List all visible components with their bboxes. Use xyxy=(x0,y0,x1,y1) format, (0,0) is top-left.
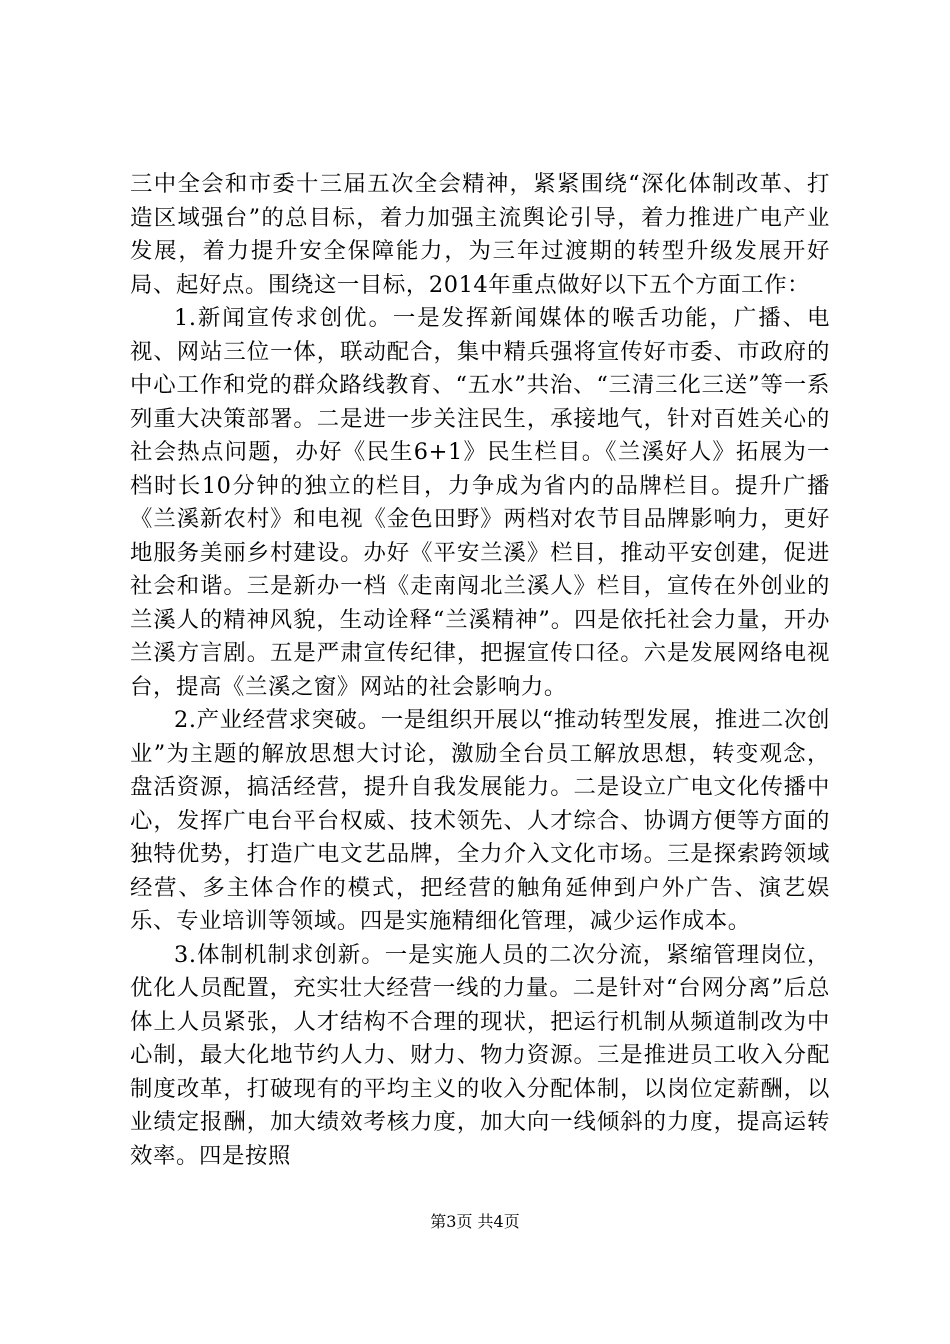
paragraph-intro: 三中全会和市委十三届五次全会精神，紧紧围绕“深化体制改革、打造区域强台”的总目标，着力加强主流舆论引导，着力推进广电产业发展，着力提升安全保障能力，为三年过渡期的转型升级发展开好局、起好点。围绕这一目标，2014年重点做好以下五个方面工作： xyxy=(130,171,830,298)
document-body xyxy=(130,168,830,1173)
paragraph-system-mechanism: 3.体制机制求创新。一是实施人员的二次分流，紧缩管理岗位，优化人员配置，充实壮大经营一线的力量。二是针对“台网分离”后总体上人员紧张，人才结构不合理的现状，把运行机制从频道制改为中心制，最大化地节约人力、财力、物力资源。三是推进员工收入分配制度改革，打破现有的平均主义的收入分配体制，以岗位定薪酬，以业绩定报酬，加大绩效考核力度，加大向一线倾斜的力度，提高运转效率。四是按照 xyxy=(130,941,830,1169)
page-number-footer: 第3页 共4页 xyxy=(430,1212,520,1231)
paragraph-industry-operation: 2.产业经营求突破。一是组织开展以“推动转型发展，推进二次创业”为主题的解放思想大讨论，激励全台员工解放思想，转变观念，盘活资源，搞活经营，提升自我发展能力。二是设立广电文化传播中心，发挥广电台平台权威、技术领先、人才综合、协调方便等方面的独特优势，打造广电文艺品牌，全力介入文化市场。三是探索跨领域经营、多主体合作的模式，把经营的触角延伸到户外广告、演艺娱乐、专业培训等领域。四是实施精细化管理，减少运作成本。 xyxy=(130,707,830,934)
paragraph-news-publicity: 1.新闻宣传求创优。一是发挥新闻媒体的喉舌功能，广播、电视、网站三位一体，联动配合，集中精兵强将宣传好市委、市政府的中心工作和党的群众路线教育、“五水”共治、“三清三化三送”等一系列重大决策部署。二是进一步关注民生，承接地气，针对百姓关心的社会热点问题，办好《民生6+1》民生栏目。《兰溪好人》拓展为一档时长10分钟的独立的栏目，力争成为省内的品牌栏目。提升广播《兰溪新农村》和电视《金色田野》两档对农节目品牌影响力，更好地服务美丽乡村建设。办好《平安兰溪》栏目，推动平安创建，促进社会和谐。三是新办一档《走南闯北兰溪人》栏目，宣传在外创业的兰溪人的精神风貌，生动诠释“兰溪精神”。四是依托社会力量，开办兰溪方言剧。五是严肃宣传纪律，把握宣传口径。六是发展网络电视台，提高《兰溪之窗》网站的社会影响力。 xyxy=(130,305,830,700)
